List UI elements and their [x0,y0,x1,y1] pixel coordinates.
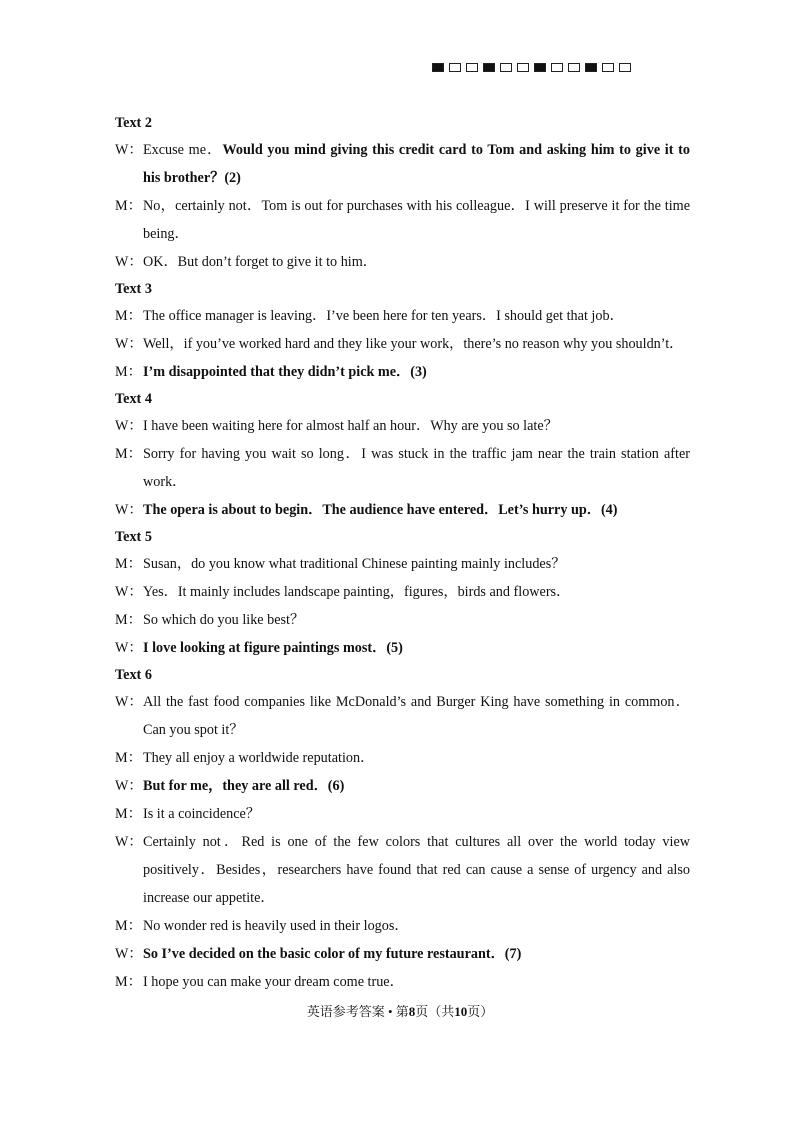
page-header-marks [432,63,631,72]
section-heading: Text 4 [115,391,152,407]
dialogue-line [115,302,690,330]
utterance-part: No wonder red is heavily used in their logos． [143,918,409,934]
section-heading: Text 6 [115,667,152,683]
answer-sentence: I’m disappointed that they didn’t pick me．(3) [143,364,427,380]
answer-sentence: The opera is about to begin．The audience have entered．Let’s hurry up．(4) [143,502,618,518]
filled-square-mark [483,63,495,72]
utterance-text [143,940,690,968]
dialogue-line [115,828,690,912]
dialogue-line [115,634,690,662]
transcript-body [115,110,690,996]
utterance-text [143,248,690,276]
speaker-label: M： [115,918,142,934]
speaker-label: W： [115,778,143,794]
utterance-part: Susan，do you know what traditional Chinese painting mainly includes？ [143,556,566,572]
utterance-text [143,412,690,440]
utterance-text [143,744,690,772]
answer-sentence: But for me，they are all red．(6) [143,778,345,794]
dialogue-line [115,968,690,996]
answer-sentence: So I’ve decided on the basic color of my future restaurant．(7) [143,946,522,962]
speaker-label: M： [115,446,142,462]
utterance-part: I have been waiting here for almost half an hour．Why are you so late？ [143,418,558,434]
utterance-text [143,828,690,912]
utterance-part: Yes．It mainly includes landscape painting，figures，birds and flowers． [143,584,571,600]
speaker-label: W： [115,834,143,850]
utterance-part: Sorry for having you wait so long．I was stuck in the traffic jam near the train station after work． [143,446,690,490]
empty-square-mark [568,63,580,72]
utterance-text [143,800,690,828]
utterance-text [143,440,690,496]
dialogue-line [115,688,690,744]
dialogue-line [115,192,690,248]
empty-square-mark [551,63,563,72]
dialogue-line [115,912,690,940]
utterance-text [143,968,690,996]
section-heading: Text 3 [115,281,152,297]
section-heading: Text 2 [115,115,152,131]
speaker-label: M： [115,198,142,214]
answer-sentence: I love looking at figure paintings most．(5) [143,640,403,656]
footer-suffix: 页） [467,1004,494,1019]
empty-square-mark [500,63,512,72]
dialogue-line [115,440,690,496]
speaker-label: W： [115,946,143,962]
empty-square-mark [466,63,478,72]
empty-square-mark [619,63,631,72]
utterance-text [143,912,690,940]
dialogue-line [115,800,690,828]
speaker-label: M： [115,308,142,324]
speaker-label: W： [115,336,143,352]
footer-page-number: 8 [408,1004,416,1019]
dialogue-line [115,578,690,606]
utterance-text [143,634,690,662]
utterance-part: Well，if you’ve worked hard and they like your work，there’s no reason why you shouldn’t． [143,336,684,352]
utterance-part: The office manager is leaving．I’ve been here for ten years．I should get that job． [143,308,624,324]
utterance-part: They all enjoy a worldwide reputation． [143,750,375,766]
dialogue-line [115,136,690,192]
filled-square-mark [534,63,546,72]
utterance-part: No，certainly not．Tom is out for purchases with his colleague．I will preserve it for the time being． [143,198,690,242]
dialogue-line [115,330,690,358]
dialogue-line [115,248,690,276]
utterance-text [143,550,690,578]
speaker-label: M： [115,750,142,766]
empty-square-mark [602,63,614,72]
utterance-part: Excuse me． [143,142,223,158]
utterance-text [143,772,690,800]
speaker-label: M： [115,612,142,628]
utterance-text [143,302,690,330]
speaker-label: W： [115,254,143,270]
section-heading: Text 5 [115,529,152,545]
answer-sentence: Would you mind giving this credit card to Tom and asking him to give it to his brother？(2) [143,142,690,186]
dialogue-line [115,772,690,800]
filled-square-mark [432,63,444,72]
footer-middle: 页（共 [415,1004,455,1019]
utterance-part: All the fast food companies like McDonald’s and Burger King have something in common．Can you spot it？ [143,694,690,738]
footer-prefix: 英语参考答案 • 第 [306,1004,409,1019]
empty-square-mark [449,63,461,72]
dialogue-line [115,606,690,634]
utterance-text [143,496,690,524]
speaker-label: W： [115,640,143,656]
utterance-text [143,136,690,192]
utterance-part: So which do you like best？ [143,612,305,628]
utterance-text [143,330,690,358]
utterance-text [143,192,690,248]
footer-total-pages: 10 [454,1004,468,1019]
speaker-label: M： [115,806,142,822]
speaker-label: W： [115,418,143,434]
utterance-text [143,358,690,386]
speaker-label: M： [115,364,142,380]
page-footer [0,1001,800,1020]
utterance-part: OK．But don’t forget to give it to him． [143,254,377,270]
dialogue-line [115,412,690,440]
speaker-label: W： [115,584,143,600]
dialogue-line [115,358,690,386]
speaker-label: W： [115,142,143,158]
utterance-part: Is it a coincidence？ [143,806,260,822]
utterance-part: I hope you can make your dream come true． [143,974,404,990]
utterance-text [143,688,690,744]
dialogue-line [115,744,690,772]
speaker-label: M： [115,974,142,990]
empty-square-mark [517,63,529,72]
speaker-label: M： [115,556,142,572]
speaker-label: W： [115,694,143,710]
dialogue-line [115,550,690,578]
filled-square-mark [585,63,597,72]
dialogue-line [115,940,690,968]
dialogue-line [115,496,690,524]
utterance-text [143,606,690,634]
speaker-label: W： [115,502,143,518]
utterance-text [143,578,690,606]
utterance-part: Certainly not．Red is one of the few colors that cultures all over the world today view positively．Besides，researchers have found that red can cause a sense of urgency and also increase our appetite． [143,834,690,906]
